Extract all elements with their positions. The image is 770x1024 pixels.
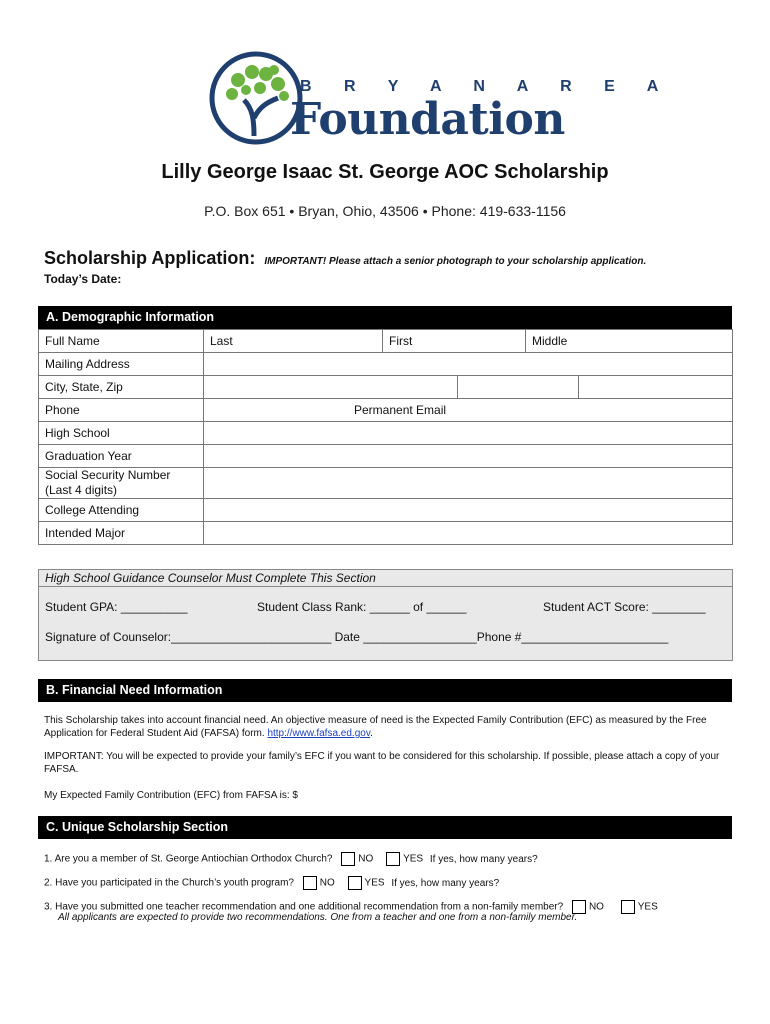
city-field[interactable]	[204, 376, 458, 398]
fafsa-link[interactable]: http://www.fafsa.ed.gov	[267, 728, 371, 739]
ssn-label	[39, 468, 204, 499]
college-field[interactable]	[204, 499, 733, 522]
q1-no-label: NO	[358, 853, 374, 865]
q2-years-label: If yes, how many years?	[391, 877, 500, 889]
contact-address: P.O. Box 651 • Bryan, Ohio, 43506 • Phone: 419-633-1156	[204, 203, 566, 219]
class-rank-field[interactable]: Student Class Rank: ______ of ______	[257, 600, 467, 614]
q1-yes-label: YES	[403, 853, 424, 865]
grad-year-field[interactable]	[204, 445, 733, 468]
section-b-header: B. Financial Need Information	[38, 679, 732, 702]
foundation-logo	[208, 48, 673, 148]
question-1	[44, 852, 538, 866]
q2-no-label: NO	[319, 877, 335, 889]
q1-years-label: If yes, how many years?	[429, 853, 538, 865]
q1-no-checkbox[interactable]	[341, 852, 355, 866]
q3-yes-label: YES	[637, 901, 658, 913]
zip-field[interactable]	[579, 376, 732, 398]
act-score-field[interactable]: Student ACT Score: ________	[543, 600, 706, 614]
todays-date-label: Today’s Date:	[44, 272, 122, 286]
counselor-signature-field[interactable]: Signature of Counselor:________________________ Date _________________Phone #______________________	[45, 630, 669, 644]
city-label: City, State, Zip	[39, 376, 204, 399]
page-title: Lilly George Isaac St. George AOC Scholarship	[161, 161, 609, 183]
application-heading	[44, 248, 646, 269]
logo-main-text: Foundation	[290, 94, 565, 145]
efc-text: This Scholarship takes into account financial need. An objective measure of need is the Expected Family Contribution (EFC) as measured by the Free Application for Federal Student Aid (FAFSA) form.	[44, 715, 707, 739]
counselor-heading: High School Guidance Counselor Must Complete This Section	[39, 570, 732, 587]
state-field[interactable]	[458, 376, 579, 398]
phone-label: Phone	[39, 399, 204, 422]
q2-no-checkbox[interactable]	[303, 876, 317, 890]
high-school-label: High School	[39, 422, 204, 445]
q1-yes-checkbox[interactable]	[386, 852, 400, 866]
question-2-text: 2. Have you participated in the Church’s youth program?	[44, 877, 294, 889]
mailing-field[interactable]	[204, 353, 733, 376]
grad-year-label: Graduation Year	[39, 445, 204, 468]
section-a-header: A. Demographic Information	[38, 306, 732, 329]
section-c-header: C. Unique Scholarship Section	[38, 816, 732, 839]
q3-yes-checkbox[interactable]	[621, 900, 635, 914]
important-paragraph: IMPORTANT: You will be expected to provide your family’s EFC if you want to be considered for this scholarship. If possible, please attach a copy of your FAFSA.	[44, 751, 720, 775]
ssn-label-line1: Social Security Number	[45, 468, 171, 482]
counselor-section	[38, 569, 733, 661]
gpa-field[interactable]: Student GPA: __________	[45, 600, 188, 614]
major-label: Intended Major	[39, 522, 204, 545]
recommendation-note: All applicants are expected to provide two recommendations. One from a teacher and one from a non-family member.	[58, 912, 578, 923]
question-3-text: 3. Have you submitted one teacher recommendation and one additional recommendation from a non-family member?	[44, 901, 564, 913]
middle-name-field[interactable]: Middle	[526, 330, 733, 353]
photo-note: IMPORTANT! Please attach a senior photograph to your scholarship application.	[264, 256, 647, 267]
q2-yes-checkbox[interactable]	[348, 876, 362, 890]
phone-email-cell[interactable]	[204, 399, 733, 422]
logo-top-text: B R Y A N A R E A	[300, 78, 673, 95]
city-fields	[204, 376, 733, 399]
question-2	[44, 876, 499, 890]
efc-paragraph	[44, 714, 724, 740]
full-name-label: Full Name	[39, 330, 204, 353]
question-1-text: 1. Are you a member of St. George Antiochian Orthodox Church?	[44, 853, 333, 865]
ssn-label-line2: (Last 4 digits)	[45, 483, 118, 497]
application-heading-text: Scholarship Application:	[44, 248, 256, 268]
demographic-table	[38, 329, 733, 545]
email-label: Permanent Email	[354, 403, 447, 417]
q3-no-label: NO	[588, 901, 604, 913]
efc-text-end: .	[370, 728, 373, 739]
ssn-field[interactable]	[204, 468, 733, 499]
full-name-row	[39, 330, 733, 353]
efc-amount-field[interactable]: My Expected Family Contribution (EFC) from FAFSA is: $	[44, 790, 298, 801]
high-school-field[interactable]	[204, 422, 733, 445]
q2-yes-label: YES	[364, 877, 385, 889]
college-label: College Attending	[39, 499, 204, 522]
last-name-field[interactable]: Last	[204, 330, 383, 353]
mailing-label: Mailing Address	[39, 353, 204, 376]
first-name-field[interactable]: First	[383, 330, 526, 353]
major-field[interactable]	[204, 522, 733, 545]
